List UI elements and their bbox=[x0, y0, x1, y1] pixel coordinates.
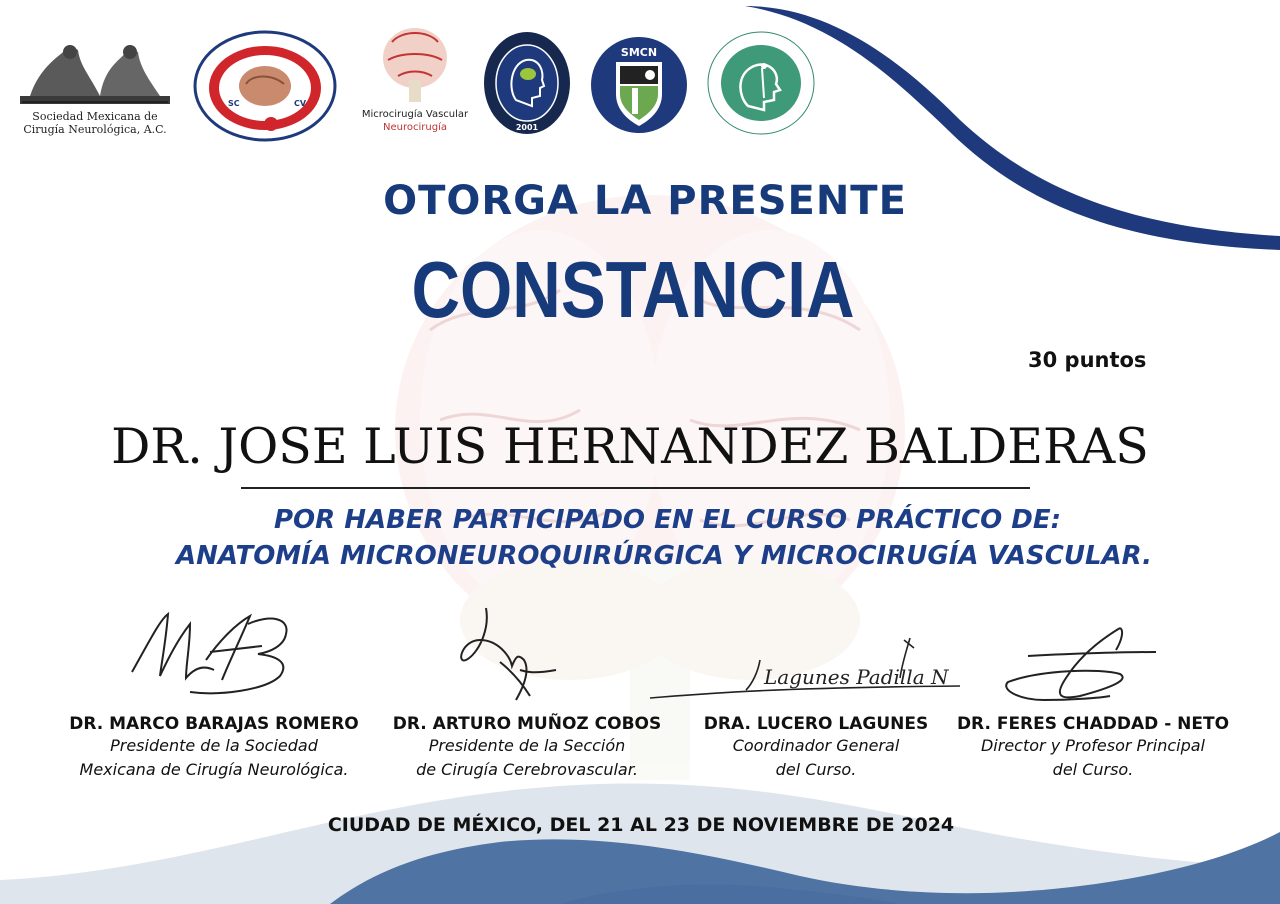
signatory-role-2: del Curso. bbox=[775, 760, 857, 779]
microcirugia-vascular-logo-icon bbox=[358, 22, 472, 138]
smcn-label: SMCN bbox=[620, 46, 658, 59]
signatory-role-1: Director y Profesor Principal bbox=[980, 736, 1205, 755]
consejo-mexicano-logo-icon bbox=[706, 30, 816, 136]
signatory-name: DR. FERES CHADDAD - NETO bbox=[956, 714, 1230, 734]
signatory-chaddad bbox=[950, 714, 1236, 782]
sociedad-mexicana-logo-icon bbox=[20, 36, 170, 142]
signatory-role-1: Presidente de la Sección bbox=[428, 736, 626, 755]
signatory-role-1: Coordinador General bbox=[732, 736, 900, 755]
signatory-role-1: Presidente de la Sociedad bbox=[110, 736, 318, 755]
footer-location-date: CIUDAD DE MÉXICO, DEL 21 AL 23 DE NOVIEMBRE DE 2024 bbox=[327, 814, 955, 836]
points-label: 30 puntos bbox=[1028, 348, 1147, 372]
signature-chaddad-icon bbox=[1006, 628, 1156, 700]
sc-tag: SC bbox=[228, 99, 240, 108]
signature-barajas-icon bbox=[132, 614, 287, 693]
reason-line-2: ANATOMÍA MICRONEUROQUIRÚRGICA Y MICROCIRUGÍA VASCULAR. bbox=[175, 541, 1153, 571]
signatory-munoz bbox=[386, 714, 668, 782]
microcirugia-caption-1: Microcirugía Vascular bbox=[361, 109, 469, 120]
recipient-underline bbox=[241, 487, 1030, 489]
smcn-shield-logo-icon bbox=[590, 36, 688, 134]
signatures-layer bbox=[0, 600, 1280, 710]
sociedad-caption-1: Sociedad Mexicana de bbox=[32, 110, 158, 123]
colegio-year: 2001 bbox=[515, 123, 539, 132]
signature-munoz-icon bbox=[461, 608, 556, 700]
otorga-heading: OTORGA LA PRESENTE bbox=[383, 178, 907, 224]
microcirugia-caption-2: Neurocirugía bbox=[383, 122, 447, 133]
constancia-title: CONSTANCIA bbox=[411, 245, 855, 334]
sociedad-caption-2: Cirugía Neurológica, A.C. bbox=[23, 123, 167, 136]
signatory-name: DR. MARCO BARAJAS ROMERO bbox=[69, 714, 359, 734]
signature-lagunes-text: Lagunes Padilla N bbox=[764, 665, 949, 689]
signatory-role-2: Mexicana de Cirugía Neurológica. bbox=[79, 760, 349, 779]
signatory-barajas bbox=[44, 714, 384, 782]
signatory-lagunes bbox=[694, 714, 938, 782]
signatory-role-2: de Cirugía Cerebrovascular. bbox=[416, 760, 638, 779]
signatory-role-2: del Curso. bbox=[1052, 760, 1134, 779]
signatory-name: DRA. LUCERO LAGUNES bbox=[703, 714, 929, 734]
seccion-cirugia-cerebrovascular-logo-icon bbox=[192, 30, 338, 142]
signatory-name: DR. ARTURO MUÑOZ COBOS bbox=[392, 714, 662, 734]
colegio-mexicano-logo-icon bbox=[482, 30, 572, 136]
cv-tag: CV bbox=[294, 99, 307, 108]
reason-line-1: POR HABER PARTICIPADO EN EL CURSO PRÁCTICO DE: bbox=[273, 505, 1061, 535]
recipient-name: DR. JOSE LUIS HERNANDEZ BALDERAS bbox=[111, 418, 1149, 475]
